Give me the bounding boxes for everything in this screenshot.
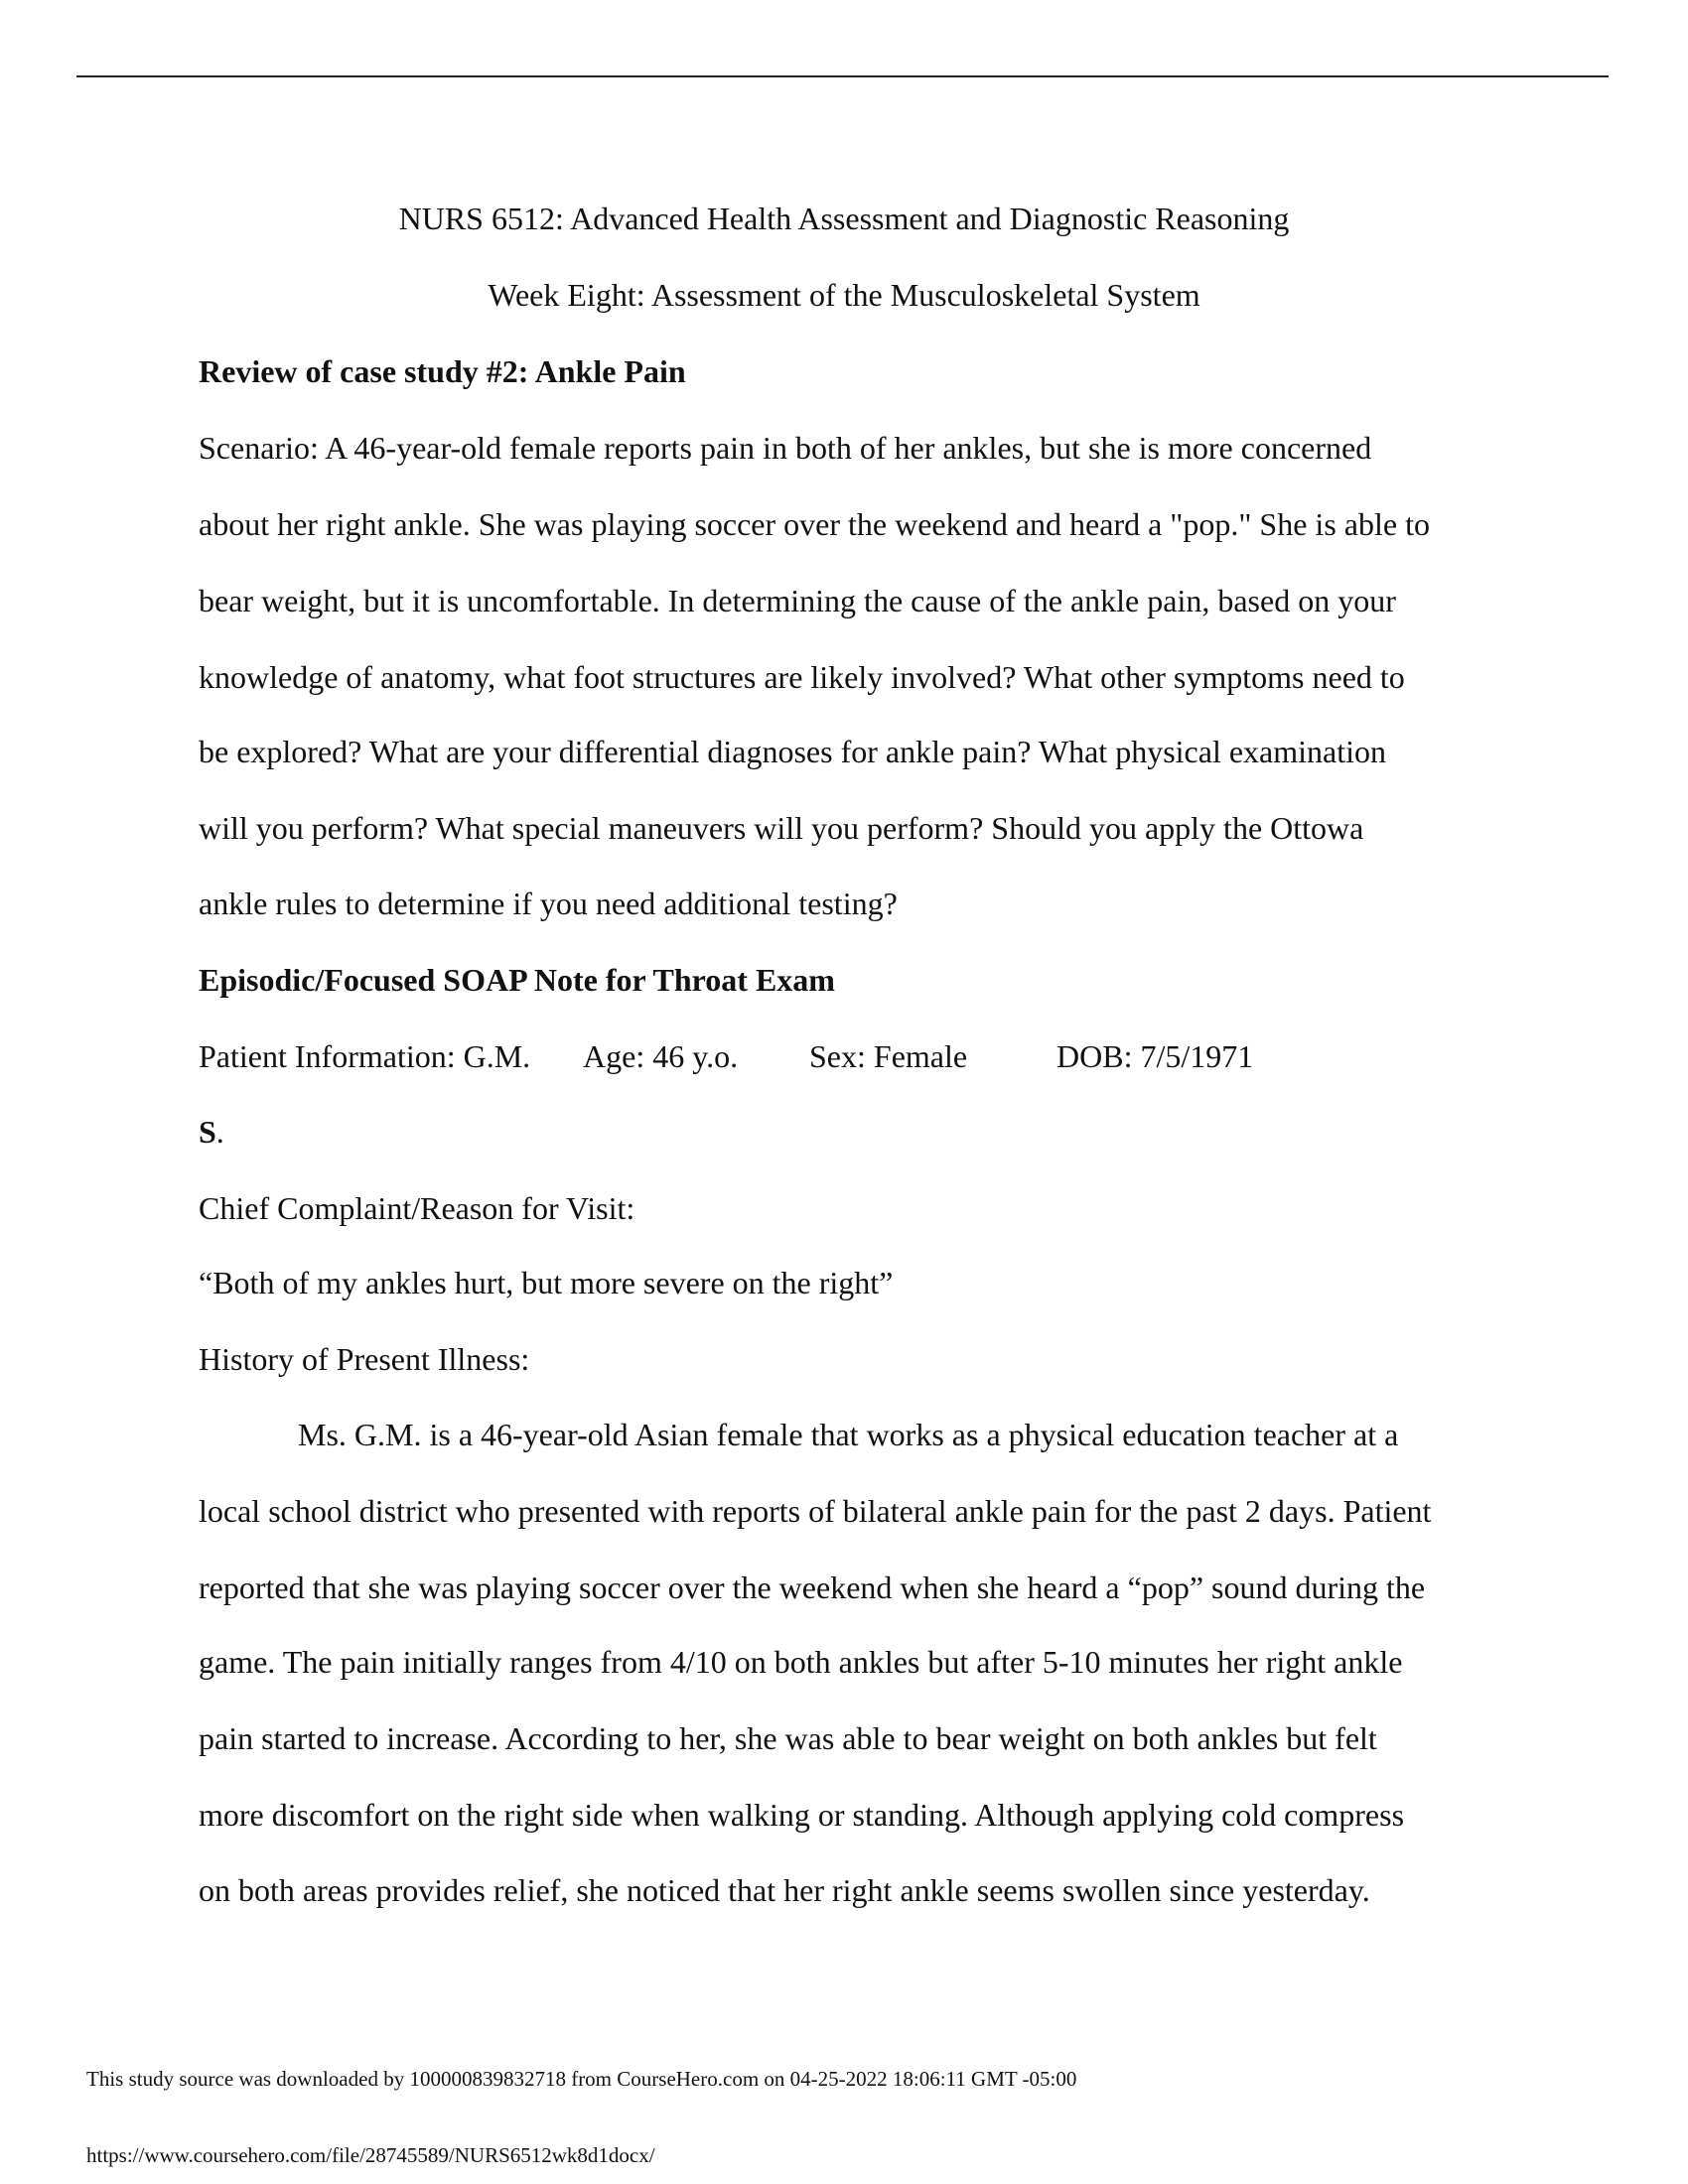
scenario-line: about her right ankle. She was playing soccer over the weekend and heard a "pop." She is able to (199, 506, 1430, 542)
hpi-label: History of Present Illness: (199, 1341, 530, 1377)
subjective-dot: . (215, 1114, 224, 1150)
scenario-line: be explored? What are your differential diagnoses for ankle pain? What physical examination (199, 734, 1386, 769)
scenario-line: Scenario: A 46-year-old female reports pain in both of her ankles, but she is more concerned (199, 430, 1372, 466)
chief-complaint-quote: “Both of my ankles hurt, but more severe on the right” (199, 1265, 894, 1300)
scenario-line: ankle rules to determine if you need additional testing? (199, 886, 898, 921)
source-url[interactable]: https://www.coursehero.com/file/28745589/NURS6512wk8d1docx/ (86, 2143, 655, 2167)
hpi-line: more discomfort on the right side when walking or standing. Although applying cold compress (199, 1797, 1405, 1833)
hpi-line: Ms. G.M. is a 46-year-old Asian female that works as a physical education teacher at a (298, 1417, 1399, 1452)
patient-sex: Sex: Female (809, 1038, 968, 1074)
scenario-line: will you perform? What special maneuvers will you perform? Should you apply the Ottowa (199, 810, 1364, 846)
patient-age: Age: 46 y.o. (583, 1038, 739, 1074)
header-rule (76, 75, 1609, 77)
subjective-letter: S (199, 1114, 216, 1150)
case-heading: Review of case study #2: Ankle Pain (199, 353, 686, 389)
course-title: NURS 6512: Advanced Health Assessment and Diagnostic Reasoning (398, 201, 1290, 236)
scenario-line: bear weight, but it is uncomfortable. In determining the cause of the ankle pain, based on your (199, 583, 1396, 618)
hpi-line: local school district who presented with reports of bilateral ankle pain for the past 2 days. Patient (199, 1493, 1432, 1529)
download-note: This study source was downloaded by 100000839832718 from CourseHero.com on 04-25-2022 18:06:11 GMT -05:00 (86, 2067, 1077, 2091)
chief-complaint-label: Chief Complaint/Reason for Visit: (199, 1190, 635, 1226)
hpi-line: game. The pain initially ranges from 4/10 on both ankles but after 5-10 minutes her right ankle (199, 1644, 1403, 1680)
hpi-line: pain started to increase. According to her, she was able to bear weight on both ankles but felt (199, 1720, 1377, 1756)
patient-dob: DOB: 7/5/1971 (1056, 1038, 1254, 1074)
patient-name: Patient Information: G.M. (199, 1038, 531, 1074)
scenario-line: knowledge of anatomy, what foot structures are likely involved? What other symptoms need to (199, 659, 1405, 695)
soap-heading: Episodic/Focused SOAP Note for Throat Exam (199, 962, 835, 998)
hpi-line: reported that she was playing soccer over the weekend when she heard a “pop” sound during the (199, 1570, 1426, 1605)
subjective-section-label (199, 1112, 224, 1152)
patient-info (0, 1036, 1688, 1076)
week-title: Week Eight: Assessment of the Musculoskeletal System (488, 277, 1200, 313)
hpi-line: on both areas provides relief, she noticed that her right ankle seems swollen since yesterday. (199, 1872, 1370, 1908)
